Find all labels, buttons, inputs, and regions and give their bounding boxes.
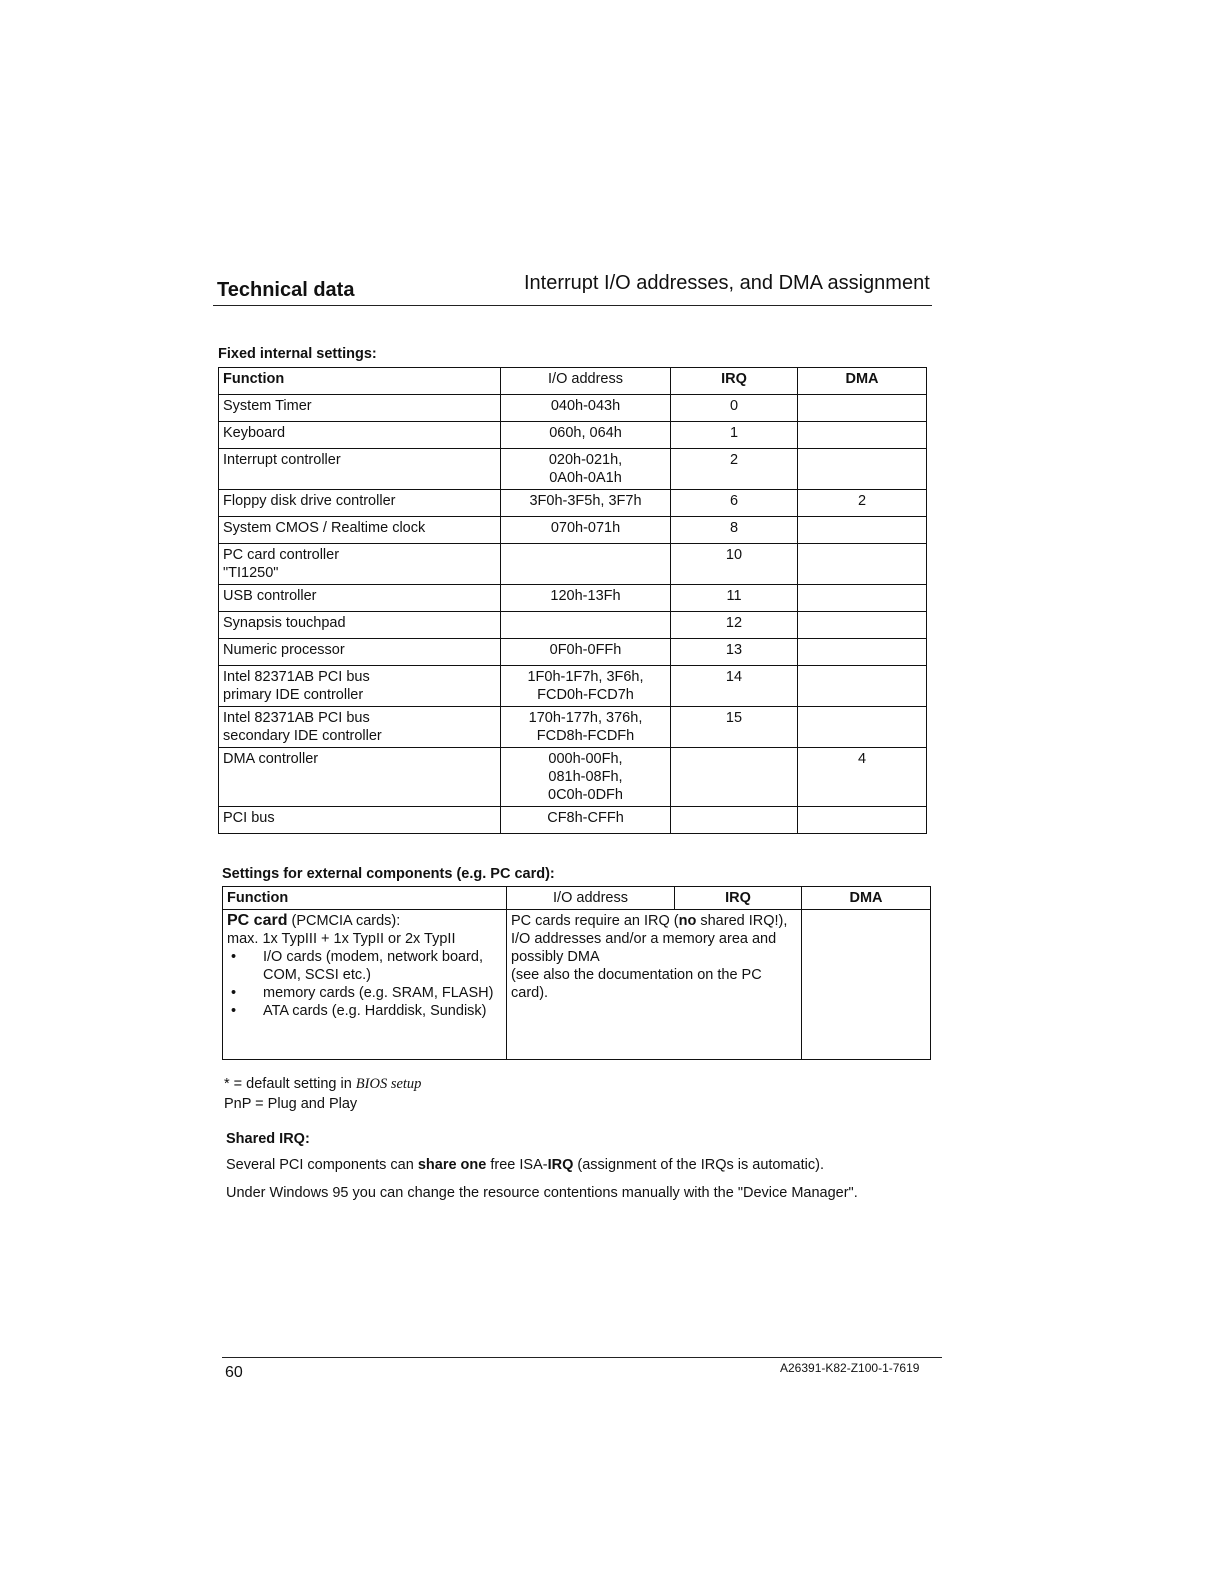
table-row (219, 517, 927, 544)
dma-cell (798, 639, 927, 666)
dma-cell (798, 395, 927, 422)
pc-card-documentation-note: (see also the documentation on the PC card). (511, 967, 762, 1001)
pc-card-heading (227, 912, 502, 930)
io-address-cell: 060h, 064h (501, 422, 671, 449)
paragraph-text: free ISA- (486, 1157, 548, 1173)
dma-cell: 4 (798, 748, 927, 807)
paragraph-emphasis: share one (417, 1157, 487, 1173)
table-row (219, 422, 927, 449)
description-text: PC cards require an IRQ ( (511, 913, 679, 929)
column-header-io-address: I/O address (501, 368, 671, 395)
table-row (219, 666, 927, 707)
description-emphasis: no (678, 913, 697, 929)
io-address-cell: 1F0h-1F7h, 3F6h, FCD0h-FCD7h (501, 666, 671, 707)
column-header-dma: DMA (802, 887, 931, 910)
paragraph-text: Several PCI components can (226, 1157, 418, 1173)
function-cell: System CMOS / Realtime clock (219, 517, 501, 544)
io-address-cell: 040h-043h (501, 395, 671, 422)
function-cell: USB controller (219, 585, 501, 612)
pc-card-subtitle: (PCMCIA cards): (287, 913, 401, 929)
io-address-cell (501, 612, 671, 639)
pc-card-requirement (511, 912, 797, 966)
irq-cell: 14 (671, 666, 798, 707)
note-text: * = default setting in (224, 1076, 356, 1092)
io-address-cell: 0F0h-0FFh (501, 639, 671, 666)
dma-cell (798, 422, 927, 449)
external-settings-caption: Settings for external components (e.g. PC card): (222, 866, 555, 882)
pc-card-types-list (227, 948, 502, 1020)
irq-cell: 10 (671, 544, 798, 585)
dma-cell (798, 517, 927, 544)
io-address-cell (501, 544, 671, 585)
dma-cell (798, 585, 927, 612)
dma-cell (798, 544, 927, 585)
function-cell: PC card controller "TI1250" (219, 544, 501, 585)
table-row (219, 707, 927, 748)
footer-divider (222, 1357, 942, 1358)
table-row (219, 639, 927, 666)
table-header-row (219, 368, 927, 395)
function-cell: PCI bus (219, 807, 501, 834)
page-number: 60 (225, 1364, 243, 1381)
table-row (219, 612, 927, 639)
paragraph-text: (assignment of the IRQs is automatic). (573, 1157, 824, 1173)
dma-cell (798, 807, 927, 834)
table-row (219, 585, 927, 612)
io-address-cell: 070h-071h (501, 517, 671, 544)
irq-cell (671, 807, 798, 834)
io-address-cell: CF8h-CFFh (501, 807, 671, 834)
column-header-irq: IRQ (671, 368, 798, 395)
table-row (219, 449, 927, 490)
irq-cell: 15 (671, 707, 798, 748)
function-cell: Interrupt controller (219, 449, 501, 490)
irq-cell: 8 (671, 517, 798, 544)
shared-irq-text (226, 1151, 858, 1207)
irq-cell: 12 (671, 612, 798, 639)
fixed-settings-body (219, 395, 927, 834)
function-cell: Keyboard (219, 422, 501, 449)
list-item: • I/O cards (modem, network board, COM, SCSI etc.) (227, 948, 502, 984)
irq-cell (671, 748, 798, 807)
column-header-function: Function (223, 887, 507, 910)
dma-cell: 2 (798, 490, 927, 517)
table-row (219, 544, 927, 585)
function-cell: DMA controller (219, 748, 501, 807)
shared-irq-paragraph-1 (226, 1151, 858, 1179)
dma-cell (798, 666, 927, 707)
document-code: A26391-K82-Z100-1-7619 (780, 1361, 920, 1375)
section-title: Technical data (217, 279, 355, 301)
shared-irq-title: Shared IRQ: (226, 1131, 310, 1147)
column-header-io-address: I/O address (507, 887, 675, 910)
table-row (219, 395, 927, 422)
pnp-note: PnP = Plug and Play (224, 1096, 358, 1112)
table-header-row (223, 887, 931, 910)
header-divider (213, 305, 932, 306)
function-cell: Floppy disk drive controller (219, 490, 501, 517)
pc-card-title: PC card (227, 912, 288, 929)
list-item: • memory cards (e.g. SRAM, FLASH) (227, 984, 502, 1002)
footnotes (224, 1074, 421, 1114)
external-settings-table (222, 886, 931, 1060)
function-cell: System Timer (219, 395, 501, 422)
irq-cell: 6 (671, 490, 798, 517)
irq-cell: 11 (671, 585, 798, 612)
description-text: shared IRQ!), I/O addresses and/or a memory area and possibly DMA (511, 913, 788, 965)
io-address-cell: 170h-177h, 376h, FCD8h-FCDFh (501, 707, 671, 748)
io-address-cell: 000h-00Fh, 081h-08Fh, 0C0h-0DFh (501, 748, 671, 807)
table-row (219, 490, 927, 517)
io-address-cell: 3F0h-3F5h, 3F7h (501, 490, 671, 517)
table-row (219, 748, 927, 807)
dma-cell (802, 910, 931, 1060)
irq-cell: 13 (671, 639, 798, 666)
bios-setup-term: BIOS setup (355, 1076, 422, 1092)
shared-irq-paragraph-2: Under Windows 95 you can change the resource contentions manually with the "Device Manager". (226, 1185, 858, 1201)
dma-cell (798, 707, 927, 748)
fixed-settings-table (218, 367, 927, 834)
function-cell: Intel 82371AB PCI bus secondary IDE controller (219, 707, 501, 748)
pc-card-max: max. 1x TypIII + 1x TypII or 2x TypII (227, 931, 456, 947)
fixed-settings-caption: Fixed internal settings: (218, 346, 377, 362)
io-address-cell: 120h-13Fh (501, 585, 671, 612)
paragraph-emphasis: IRQ (547, 1157, 574, 1173)
dma-cell (798, 449, 927, 490)
irq-cell: 0 (671, 395, 798, 422)
dma-cell (798, 612, 927, 639)
column-header-irq: IRQ (675, 887, 802, 910)
table-row (219, 807, 927, 834)
function-cell: Numeric processor (219, 639, 501, 666)
column-header-function: Function (219, 368, 501, 395)
function-cell: Synapsis touchpad (219, 612, 501, 639)
column-header-dma: DMA (798, 368, 927, 395)
io-address-cell: 020h-021h, 0A0h-0A1h (501, 449, 671, 490)
page-topic: Interrupt I/O addresses, and DMA assignment (524, 272, 930, 294)
table-row (223, 910, 931, 1060)
irq-cell: 1 (671, 422, 798, 449)
pc-card-function-cell (223, 910, 507, 1060)
irq-cell: 2 (671, 449, 798, 490)
list-item: • ATA cards (e.g. Harddisk, Sundisk) (227, 1002, 502, 1020)
default-setting-note (224, 1074, 421, 1094)
function-cell: Intel 82371AB PCI bus primary IDE controller (219, 666, 501, 707)
pc-card-description-cell (507, 910, 802, 1060)
